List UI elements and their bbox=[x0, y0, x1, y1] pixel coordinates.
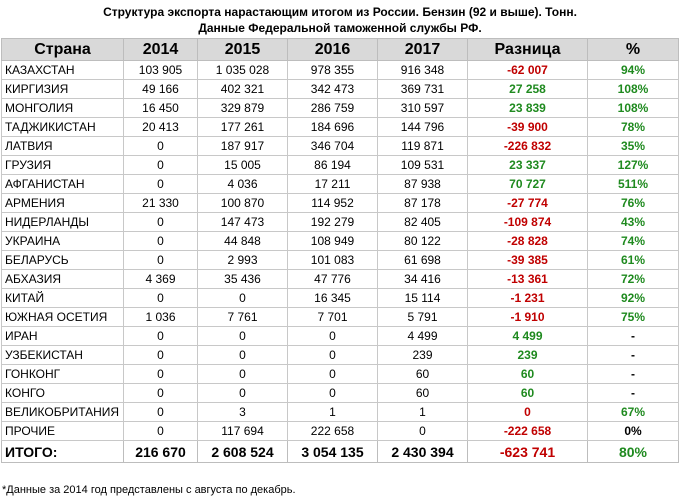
column-header-difference: Разница bbox=[468, 39, 588, 61]
value-2017-cell: 0 bbox=[378, 422, 468, 441]
difference-cell: 60 bbox=[468, 365, 588, 384]
country-cell: АБХАЗИЯ bbox=[2, 270, 124, 289]
percent-cell: 108% bbox=[588, 99, 679, 118]
table-row bbox=[2, 308, 679, 327]
difference-cell: -1 231 bbox=[468, 289, 588, 308]
difference-cell: 60 bbox=[468, 384, 588, 403]
value-2014-cell: 0 bbox=[124, 232, 198, 251]
value-2017-cell: 5 791 bbox=[378, 308, 468, 327]
value-2016-cell: 192 279 bbox=[288, 213, 378, 232]
value-2016-cell: 1 bbox=[288, 403, 378, 422]
country-cell: ЛАТВИЯ bbox=[2, 137, 124, 156]
country-cell: КИРГИЗИЯ bbox=[2, 80, 124, 99]
value-2015-cell: 147 473 bbox=[198, 213, 288, 232]
percent-cell: 74% bbox=[588, 232, 679, 251]
table-row bbox=[2, 384, 679, 403]
value-2017-cell: 119 871 bbox=[378, 137, 468, 156]
country-cell: ИРАН bbox=[2, 327, 124, 346]
value-2015-cell: 187 917 bbox=[198, 137, 288, 156]
value-2017-cell: 34 416 bbox=[378, 270, 468, 289]
value-2016-cell: 86 194 bbox=[288, 156, 378, 175]
value-2017-cell: 60 bbox=[378, 365, 468, 384]
percent-cell: 43% bbox=[588, 213, 679, 232]
value-2015-cell: 0 bbox=[198, 365, 288, 384]
value-2016-cell: 286 759 bbox=[288, 99, 378, 118]
title-line-2: Данные Федеральной таможенной службы РФ. bbox=[198, 21, 482, 35]
value-2014-cell: 0 bbox=[124, 346, 198, 365]
value-2015-cell: 4 036 bbox=[198, 175, 288, 194]
percent-cell: 0% bbox=[588, 422, 679, 441]
value-2015-cell: 0 bbox=[198, 346, 288, 365]
value-2014-cell: 0 bbox=[124, 403, 198, 422]
value-2015-cell: 3 bbox=[198, 403, 288, 422]
total-2017: 2 430 394 bbox=[378, 441, 468, 463]
value-2015-cell: 402 321 bbox=[198, 80, 288, 99]
country-cell: УЗБЕКИСТАН bbox=[2, 346, 124, 365]
table-row bbox=[2, 80, 679, 99]
total-row bbox=[2, 441, 679, 463]
value-2016-cell: 0 bbox=[288, 346, 378, 365]
country-cell: НИДЕРЛАНДЫ bbox=[2, 213, 124, 232]
column-header-percent: % bbox=[588, 39, 679, 61]
value-2015-cell: 0 bbox=[198, 289, 288, 308]
value-2017-cell: 1 bbox=[378, 403, 468, 422]
difference-cell: -1 910 bbox=[468, 308, 588, 327]
country-cell: ГОНКОНГ bbox=[2, 365, 124, 384]
value-2017-cell: 87 178 bbox=[378, 194, 468, 213]
value-2017-cell: 61 698 bbox=[378, 251, 468, 270]
table-row bbox=[2, 175, 679, 194]
value-2014-cell: 20 413 bbox=[124, 118, 198, 137]
table-row bbox=[2, 99, 679, 118]
total-difference: -623 741 bbox=[468, 441, 588, 463]
percent-cell: 35% bbox=[588, 137, 679, 156]
difference-cell: -13 361 bbox=[468, 270, 588, 289]
percent-cell: - bbox=[588, 384, 679, 403]
percent-cell: 61% bbox=[588, 251, 679, 270]
value-2017-cell: 369 731 bbox=[378, 80, 468, 99]
value-2016-cell: 16 345 bbox=[288, 289, 378, 308]
difference-cell: -39 385 bbox=[468, 251, 588, 270]
value-2015-cell: 100 870 bbox=[198, 194, 288, 213]
value-2016-cell: 7 701 bbox=[288, 308, 378, 327]
country-cell: УКРАИНА bbox=[2, 232, 124, 251]
value-2015-cell: 117 694 bbox=[198, 422, 288, 441]
value-2014-cell: 0 bbox=[124, 422, 198, 441]
country-cell: ВЕЛИКОБРИТАНИЯ bbox=[2, 403, 124, 422]
difference-cell: 27 258 bbox=[468, 80, 588, 99]
table-row bbox=[2, 289, 679, 308]
difference-cell: -222 658 bbox=[468, 422, 588, 441]
percent-cell: - bbox=[588, 346, 679, 365]
difference-cell: -27 774 bbox=[468, 194, 588, 213]
table-row bbox=[2, 365, 679, 384]
value-2017-cell: 15 114 bbox=[378, 289, 468, 308]
column-header-2014: 2014 bbox=[124, 39, 198, 61]
country-cell: АРМЕНИЯ bbox=[2, 194, 124, 213]
value-2015-cell: 35 436 bbox=[198, 270, 288, 289]
value-2014-cell: 103 905 bbox=[124, 61, 198, 80]
percent-cell: - bbox=[588, 327, 679, 346]
value-2017-cell: 916 348 bbox=[378, 61, 468, 80]
country-cell: МОНГОЛИЯ bbox=[2, 99, 124, 118]
header-row bbox=[2, 39, 679, 61]
country-cell: ТАДЖИКИСТАН bbox=[2, 118, 124, 137]
value-2014-cell: 4 369 bbox=[124, 270, 198, 289]
value-2016-cell: 17 211 bbox=[288, 175, 378, 194]
title-line-1: Структура экспорта нарастающим итогом из России. Бензин (92 и выше). Тонн. bbox=[103, 5, 577, 19]
total-2014: 216 670 bbox=[124, 441, 198, 463]
percent-cell: 108% bbox=[588, 80, 679, 99]
report-title bbox=[0, 4, 680, 36]
difference-cell: -109 874 bbox=[468, 213, 588, 232]
country-cell: ЮЖНАЯ ОСЕТИЯ bbox=[2, 308, 124, 327]
value-2015-cell: 7 761 bbox=[198, 308, 288, 327]
value-2015-cell: 177 261 bbox=[198, 118, 288, 137]
value-2015-cell: 1 035 028 bbox=[198, 61, 288, 80]
total-2015: 2 608 524 bbox=[198, 441, 288, 463]
table-row bbox=[2, 213, 679, 232]
value-2014-cell: 0 bbox=[124, 365, 198, 384]
total-percent: 80% bbox=[588, 441, 679, 463]
difference-cell: 0 bbox=[468, 403, 588, 422]
footnote: *Данные за 2014 год представлены с августа по декабрь. bbox=[2, 484, 296, 496]
value-2017-cell: 109 531 bbox=[378, 156, 468, 175]
difference-cell: -39 900 bbox=[468, 118, 588, 137]
country-cell: ГРУЗИЯ bbox=[2, 156, 124, 175]
total-label: ИТОГО: bbox=[2, 441, 124, 463]
table-row bbox=[2, 118, 679, 137]
percent-cell: 127% bbox=[588, 156, 679, 175]
value-2015-cell: 0 bbox=[198, 327, 288, 346]
value-2014-cell: 0 bbox=[124, 289, 198, 308]
value-2016-cell: 0 bbox=[288, 327, 378, 346]
table-row bbox=[2, 270, 679, 289]
value-2017-cell: 80 122 bbox=[378, 232, 468, 251]
table-row bbox=[2, 327, 679, 346]
percent-cell: 76% bbox=[588, 194, 679, 213]
value-2014-cell: 0 bbox=[124, 327, 198, 346]
table-body bbox=[2, 61, 679, 441]
percent-cell: 67% bbox=[588, 403, 679, 422]
value-2015-cell: 2 993 bbox=[198, 251, 288, 270]
value-2017-cell: 4 499 bbox=[378, 327, 468, 346]
difference-cell: -28 828 bbox=[468, 232, 588, 251]
table-row bbox=[2, 194, 679, 213]
value-2016-cell: 108 949 bbox=[288, 232, 378, 251]
difference-cell: 23 337 bbox=[468, 156, 588, 175]
table-row bbox=[2, 137, 679, 156]
value-2015-cell: 15 005 bbox=[198, 156, 288, 175]
value-2017-cell: 310 597 bbox=[378, 99, 468, 118]
country-cell: АФГАНИСТАН bbox=[2, 175, 124, 194]
percent-cell: - bbox=[588, 365, 679, 384]
percent-cell: 78% bbox=[588, 118, 679, 137]
value-2014-cell: 0 bbox=[124, 384, 198, 403]
difference-cell: 23 839 bbox=[468, 99, 588, 118]
country-cell: КИТАЙ bbox=[2, 289, 124, 308]
value-2017-cell: 82 405 bbox=[378, 213, 468, 232]
difference-cell: 4 499 bbox=[468, 327, 588, 346]
value-2015-cell: 0 bbox=[198, 384, 288, 403]
value-2014-cell: 1 036 bbox=[124, 308, 198, 327]
country-cell: БЕЛАРУСЬ bbox=[2, 251, 124, 270]
value-2014-cell: 21 330 bbox=[124, 194, 198, 213]
value-2016-cell: 47 776 bbox=[288, 270, 378, 289]
percent-cell: 94% bbox=[588, 61, 679, 80]
total-2016: 3 054 135 bbox=[288, 441, 378, 463]
value-2015-cell: 44 848 bbox=[198, 232, 288, 251]
table-row bbox=[2, 61, 679, 80]
difference-cell: -226 832 bbox=[468, 137, 588, 156]
country-cell: КАЗАХСТАН bbox=[2, 61, 124, 80]
value-2015-cell: 329 879 bbox=[198, 99, 288, 118]
column-header-2016: 2016 bbox=[288, 39, 378, 61]
value-2016-cell: 342 473 bbox=[288, 80, 378, 99]
table-row bbox=[2, 156, 679, 175]
value-2016-cell: 346 704 bbox=[288, 137, 378, 156]
percent-cell: 72% bbox=[588, 270, 679, 289]
percent-cell: 92% bbox=[588, 289, 679, 308]
country-cell: КОНГО bbox=[2, 384, 124, 403]
value-2017-cell: 239 bbox=[378, 346, 468, 365]
value-2016-cell: 101 083 bbox=[288, 251, 378, 270]
export-table bbox=[1, 38, 679, 463]
table-row bbox=[2, 403, 679, 422]
value-2016-cell: 184 696 bbox=[288, 118, 378, 137]
value-2014-cell: 16 450 bbox=[124, 99, 198, 118]
value-2014-cell: 49 166 bbox=[124, 80, 198, 99]
difference-cell: 70 727 bbox=[468, 175, 588, 194]
value-2016-cell: 0 bbox=[288, 365, 378, 384]
table-row bbox=[2, 251, 679, 270]
percent-cell: 75% bbox=[588, 308, 679, 327]
difference-cell: -62 007 bbox=[468, 61, 588, 80]
value-2014-cell: 0 bbox=[124, 137, 198, 156]
value-2014-cell: 0 bbox=[124, 251, 198, 270]
percent-cell: 511% bbox=[588, 175, 679, 194]
column-header-2017: 2017 bbox=[378, 39, 468, 61]
value-2017-cell: 144 796 bbox=[378, 118, 468, 137]
value-2017-cell: 87 938 bbox=[378, 175, 468, 194]
value-2016-cell: 114 952 bbox=[288, 194, 378, 213]
table-row bbox=[2, 232, 679, 251]
value-2016-cell: 978 355 bbox=[288, 61, 378, 80]
value-2014-cell: 0 bbox=[124, 156, 198, 175]
value-2016-cell: 222 658 bbox=[288, 422, 378, 441]
value-2017-cell: 60 bbox=[378, 384, 468, 403]
difference-cell: 239 bbox=[468, 346, 588, 365]
value-2016-cell: 0 bbox=[288, 384, 378, 403]
table-row bbox=[2, 346, 679, 365]
column-header-2015: 2015 bbox=[198, 39, 288, 61]
table-row bbox=[2, 422, 679, 441]
value-2014-cell: 0 bbox=[124, 175, 198, 194]
value-2014-cell: 0 bbox=[124, 213, 198, 232]
column-header-country: Страна bbox=[2, 39, 124, 61]
country-cell: ПРОЧИЕ bbox=[2, 422, 124, 441]
